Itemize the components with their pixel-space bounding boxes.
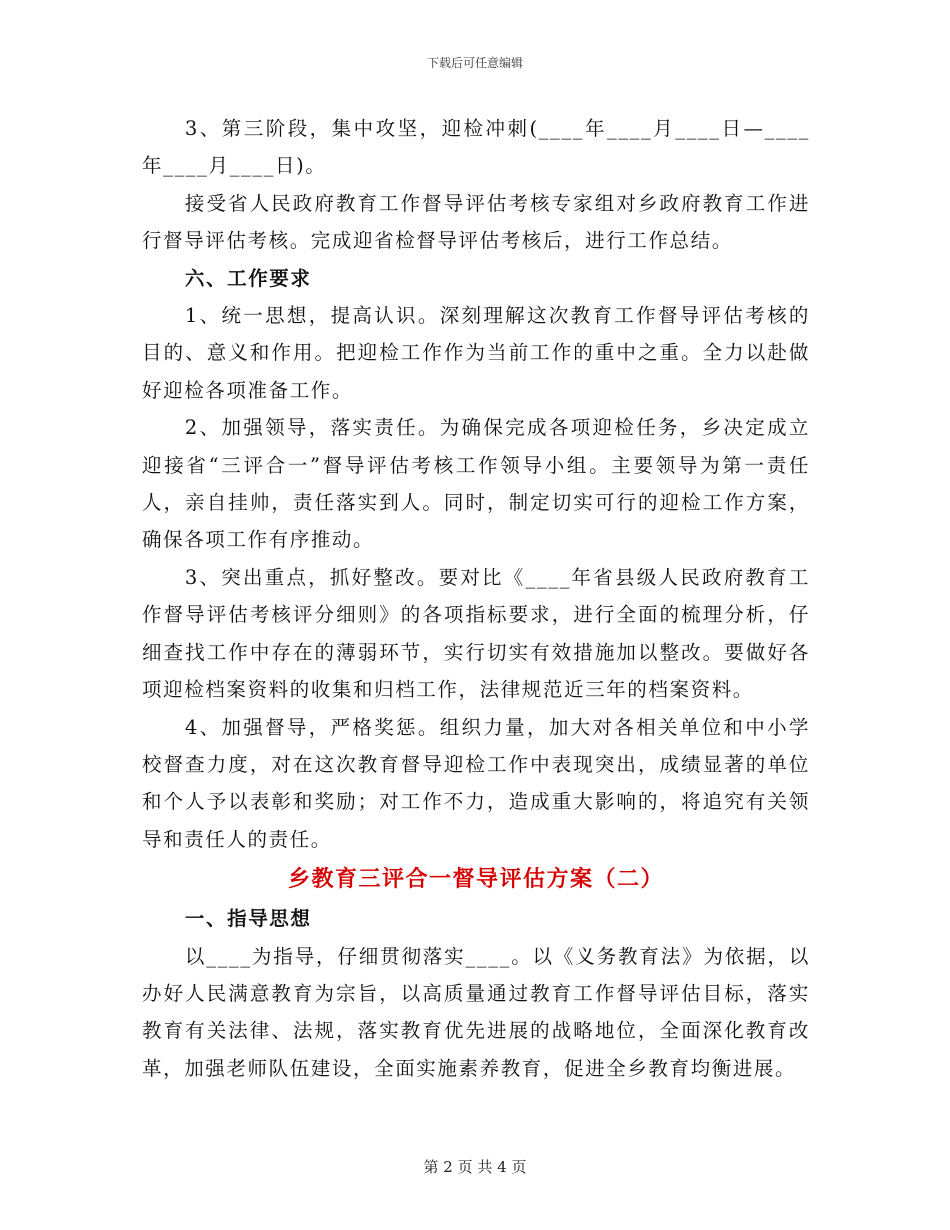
paragraph-requirement-2: 2、加强领导，落实责任。为确保完成各项迎检任务，乡决定成立迎接省“三评合一”督导评估考核工作领导小组。主要领导为第一责任人，亲自挂帅，责任落实到人。同时，制定切实可行的迎检工作方案，确保各项工作有序推动。 [142, 416, 810, 552]
paragraph-stage-three: 3、第三阶段，集中攻坚，迎检冲刺(____年____月____日—____年____月____日)。 [142, 117, 810, 178]
document-body [142, 110, 810, 1087]
paragraph-guiding-ideology: 以____为指导，仔细贯彻落实____。以《义务教育法》为依据，以办好人民满意教育为宗旨，以高质量通过教育工作督导评估目标，落实教育有关法律、法规，落实教育优先进展的战略地位，全面深化教育改革，加强老师队伍建设，全面实施素养教育，促进全乡教育均衡进展。 [142, 944, 810, 1080]
page-footer: 第 2 页 共 4 页 [423, 1158, 527, 1176]
paragraph-requirement-1: 1、统一思想，提高认识。深刻理解这次教育工作督导评估考核的目的、意义和作用。把迎检工作作为当前工作的重中之重。全力以赴做好迎检各项准备工作。 [142, 304, 810, 402]
paragraph-acceptance: 接受省人民政府教育工作督导评估考核专家组对乡政府教育工作进行督导评估考核。完成迎省检督导评估考核后，进行工作总结。 [142, 191, 810, 253]
paragraph-requirement-4: 4、加强督导，严格奖惩。组织力量，加大对各相关单位和中小学校督查力度，对在这次教育督导迎检工作中表现突出，成绩显著的单位和个人予以表彰和奖励；对工作不力，造成重大影响的，将追究有关领导和责任人的责任。 [142, 715, 810, 851]
heading-work-requirements: 六、工作要求 [184, 266, 312, 290]
heading-guiding-ideology: 一、指导思想 [184, 907, 312, 931]
paragraph-requirement-3: 3、突出重点，抓好整改。要对比《____年省县级人民政府教育工作督导评估考核评分细则》的各项指标要求，进行全面的梳理分析，仔细查找工作中存在的薄弱环节，实行切实有效措施加以整改。要做好各项迎检档案资料的收集和归档工作，法律规范近三年的档案资料。 [142, 565, 810, 702]
page-header: 下载后可任意编辑 [426, 56, 523, 70]
section-title: 乡教育三评合一督导评估方案（二） [287, 866, 664, 893]
